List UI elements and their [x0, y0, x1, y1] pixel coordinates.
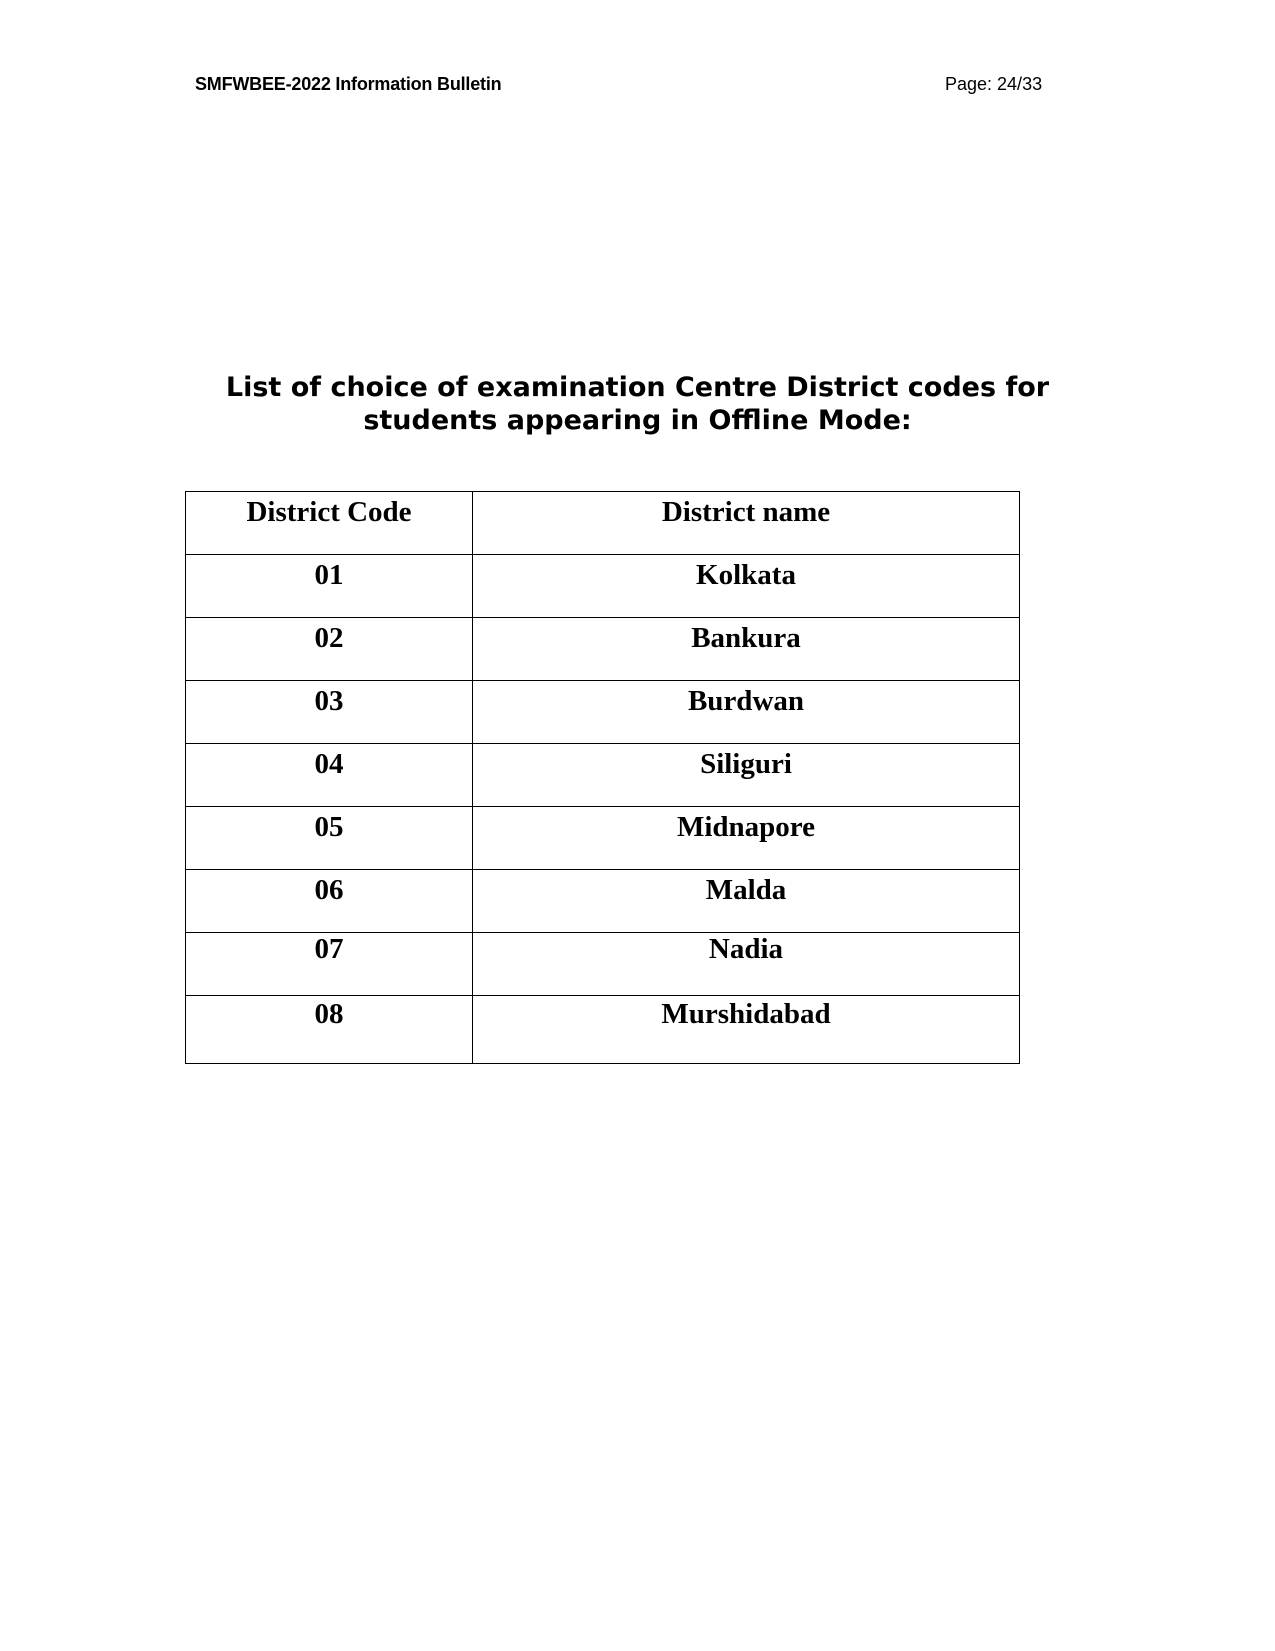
- document-title: SMFWBEE-2022 Information Bulletin: [195, 74, 502, 94]
- district-code-cell: 05: [186, 807, 473, 870]
- table-row: [186, 996, 1020, 1064]
- district-name-cell: Malda: [473, 870, 1020, 933]
- table-row: [186, 807, 1020, 870]
- section-title: [200, 371, 1075, 437]
- district-code-cell: 03: [186, 681, 473, 744]
- district-code-cell: 02: [186, 618, 473, 681]
- district-code-cell: 06: [186, 870, 473, 933]
- district-code-cell: 01: [186, 555, 473, 618]
- district-name-cell: Murshidabad: [473, 996, 1020, 1064]
- column-header-district-code: District Code: [186, 492, 473, 555]
- district-name-cell: Siliguri: [473, 744, 1020, 807]
- district-name-cell: Burdwan: [473, 681, 1020, 744]
- table-row: [186, 555, 1020, 618]
- section-title-line-2: students appearing in Offline Mode:: [363, 405, 912, 436]
- column-header-district-name: District name: [473, 492, 1020, 555]
- table-row: [186, 681, 1020, 744]
- table-row: [186, 618, 1020, 681]
- district-codes-table: [185, 491, 1020, 1064]
- district-name-cell: Midnapore: [473, 807, 1020, 870]
- district-name-cell: Nadia: [473, 933, 1020, 996]
- table-header-row: [186, 492, 1020, 555]
- district-name-cell: Kolkata: [473, 555, 1020, 618]
- district-code-cell: 08: [186, 996, 473, 1064]
- district-code-cell: 07: [186, 933, 473, 996]
- page-number: Page: 24/33: [945, 74, 1043, 94]
- district-code-cell: 04: [186, 744, 473, 807]
- table-row: [186, 870, 1020, 933]
- table-row: [186, 933, 1020, 996]
- table-row: [186, 744, 1020, 807]
- section-title-line-1: List of choice of examination Centre District codes for: [225, 372, 1050, 403]
- district-name-cell: Bankura: [473, 618, 1020, 681]
